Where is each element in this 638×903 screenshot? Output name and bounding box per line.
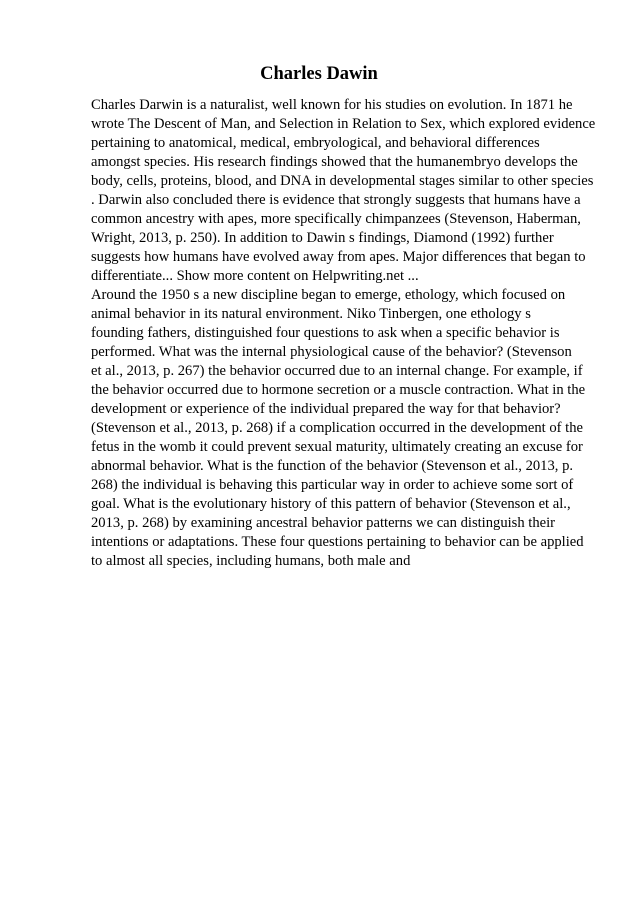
- text-line: Charles Darwin is a naturalist, well known for his studies on evolution. In 1871 he: [91, 97, 573, 113]
- document-body: [91, 96, 596, 571]
- text-line: . Darwin also concluded there is evidence that strongly suggests that humans have a: [91, 192, 581, 208]
- text-line: wrote The Descent of Man, and Selection in Relation to Sex, which explored evidence: [91, 116, 596, 132]
- text-line: differentiate... Show more content on Helpwriting.net ...: [91, 268, 419, 284]
- text-line: goal. What is the evolutionary history of this pattern of behavior (Stevenson et al.,: [91, 496, 571, 512]
- text-line: animal behavior in its natural environment. Niko Tinbergen, one ethology s: [91, 306, 531, 322]
- text-line: (Stevenson et al., 2013, p. 268) if a complication occurred in the development of the: [91, 420, 583, 436]
- text-line: performed. What was the internal physiological cause of the behavior? (Stevenson: [91, 344, 572, 360]
- text-line: Wright, 2013, p. 250). In addition to Dawin s findings, Diamond (1992) further: [91, 230, 554, 246]
- text-line: founding fathers, distinguished four questions to ask when a specific behavior is: [91, 325, 560, 341]
- text-line: to almost all species, including humans, both male and: [91, 553, 411, 569]
- text-line: body, cells, proteins, blood, and DNA in developmental stages similar to other species: [91, 173, 594, 189]
- text-line: 2013, p. 268) by examining ancestral behavior patterns we can distinguish their: [91, 515, 556, 531]
- text-line: suggests how humans have evolved away from apes. Major differences that began to: [91, 249, 586, 265]
- text-line: development or experience of the individual prepared the way for that behavior?: [91, 401, 561, 417]
- text-line: 268) the individual is behaving this particular way in order to achieve some sort of: [91, 477, 574, 493]
- text-line: et al., 2013, p. 267) the behavior occurred due to an internal change. For example, if: [91, 363, 583, 379]
- paragraph-ethology: [91, 286, 596, 571]
- text-line: amongst species. His research findings showed that the humanembryo develops the: [91, 154, 578, 170]
- text-line: pertaining to anatomical, medical, embryological, and behavioral differences: [91, 135, 540, 151]
- text-line: common ancestry with apes, more specifically chimpanzees (Stevenson, Haberman,: [91, 211, 581, 227]
- paragraph-darwin-intro: [91, 96, 596, 286]
- document-title: Charles Dawin: [260, 64, 378, 84]
- text-line: Around the 1950 s a new discipline began to emerge, ethology, which focused on: [91, 287, 566, 303]
- text-line: intentions or adaptations. These four questions pertaining to behavior can be applied: [91, 534, 584, 550]
- text-line: abnormal behavior. What is the function of the behavior (Stevenson et al., 2013, p.: [91, 458, 574, 474]
- text-line: fetus in the womb it could prevent sexual maturity, ultimately creating an excuse for: [91, 439, 583, 455]
- text-line: the behavior occurred due to hormone secretion or a muscle contraction. What in the: [91, 382, 586, 398]
